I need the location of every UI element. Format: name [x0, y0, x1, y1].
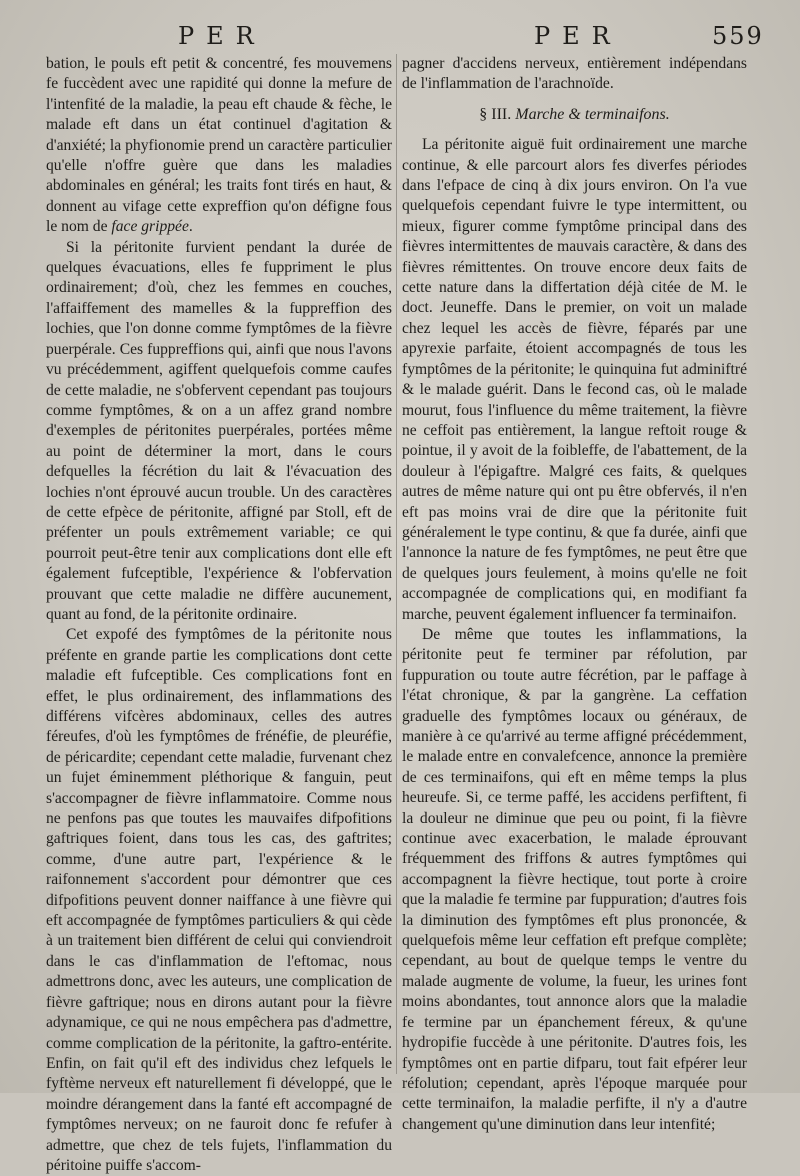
- paragraph: bation, le pouls eft petit & concentré, fes mouvemens fe fuccèdent avec une rapidité qui donne la mefure de l'intenfité de la maladie, la peau eft chaude & fèche, le malade eft dans un état continuel d'agitation & d'anxiété; la phyfionomie prend un caractère particulier qu'elle n'offre guère que dans les maladies abdominales en général; les traits font tirés en haut, & donnent au vifage cette expreffion qu'on défigne fous le nom de face grippée.: [46, 55, 392, 236]
- running-head-left: PER: [178, 22, 266, 50]
- right-column: [402, 54, 747, 1133]
- page-number: 559: [712, 22, 764, 50]
- running-head-right: PER: [534, 22, 622, 50]
- left-column: [46, 54, 392, 1174]
- paragraph: pagner d'accidens nerveux, entièrement indépendans de l'inflammation de l'arachnoïde.: [402, 55, 747, 93]
- paragraph: De même que toutes les inflammations, la péritonite peut fe terminer par réfolution, par fuppuration ou toute autre fécrétion, par le paffage à l'état chronique, & par la gangrène. La ceffation graduelle des fymptômes locaux ou généraux, de manière à ce qu'arrivé au terme affigné précédemment, le malade entre en convalefcence, annonce la première de ces terminaifons, qui eft en même temps la plus heureufe. Si, ce terme paffé, les accidens perfiftent, fi la douleur ne diminue que peu ou point, fi la fièvre continue avec exacerbation, le malade éprouvant fréquemment des friffons & autres fymptômes qui accompagnent la fièvre hectique, tout porte à croire que la maladie fe termine par fuppuration; d'autres fois la diminution des fymptômes eft plus prononcée, & quelquefois même leur ceffation eft prefque complète; cependant, au bout de quelque temps le ventre du malade augmente de volume, la fueur, les urines font moins abondantes, tout annonce alors que la maladie fe termine par un épanchement féreux, & qu'une hydropifie fuccède à une péritonite. D'autres fois, les fymptômes ont en partie difparu, tout fait efpérer leur réfolution; cependant, après l'époque marquée pour cette terminaifon, la maladie perfifte, il n'y a d'autre changement qu'une diminution dans leur intenfité;: [402, 625, 747, 1133]
- paragraph: Si la péritonite furvient pendant la durée de quelques évacuations, elles fe fuppriment le plus ordinairement; d'où, chez les femmes en couches, l'affaiffement des mamelles & la fuppreffion des lochies, que l'on donne comme fymptômes de la fièvre puerpérale. Ces fuppreffions qui, ainfi que nous l'avons vu précédemment, agiffent quelquefois comme caufes de cette maladie, ne s'obfervent cependant pas toujours comme fymptômes, & on a un affez grand nombre d'exemples de péritonites puerpérales, portées même au point de déterminer la mort, dans le cours defquelles la fécrétion du lait & l'évacuation des lochies n'ont éprouvé aucun trouble. Un des caractères de cette efpèce de péritonite, affigné par Stoll, eft de préfenter un pouls extrêmement variable; ce qui pourroit peut-être tenir aux complications dont elle eft également fufceptible, l'expérience & l'obfervation prouvant que cette maladie ne diffère aucunement, quant au fond, de la péritonite ordinaire.: [46, 238, 392, 623]
- paragraph: La péritonite aiguë fuit ordinairement une marche continue, & elle parcourt alors fes diverfes périodes dans l'efpace de cinq à dix jours environ. On l'a vue quelquefois cependant fuivre le type intermittent, ou mieux, figurer comme fymptôme principal dans des fièvres intermittentes de mauvais caractère, & dans des fièvres rémittentes. On trouve encore deux faits de cette nature dans la differtation déjà citée de M. le doct. Jeuneffe. Dans le premier, on voit un malade chez lequel les accès de fièvre, féparés par une apyrexie parfaite, étoient accompagnés de tous les fymptômes de la péritonite; le quinquina fut adminiftré & le malade guérit. Dans le fecond cas, où le malade mourut, fous l'influence du même traitement, la fièvre ne ceffoit pas entièrement, la langue reftoit rouge & pointue, il y avoit de la foibleffe, de l'abattement, de la douleur à l'épigaftre. Malgré ces faits, & quelques autres de même nature qui ont pu être obfervés, il n'en eft pas moins vrai de dire que la péritonite fuit généralement le type continu, & que fa durée, ainfi que l'annonce la nature de fes fymptômes, ne peut être que de quelques jours feulement, à moins qu'elle ne foit accompagnée de complications qui, en modifiant fa marche, peuvent également influencer fa terminaifon.: [402, 136, 747, 623]
- running-header: [0, 22, 800, 52]
- column-divider: [396, 54, 397, 1074]
- section-heading: § III. Marche & terminaifons.: [479, 105, 670, 123]
- emphasis: face grippée: [111, 218, 189, 236]
- paragraph: Cet expofé des fymptômes de la péritonite nous préfente en grande partie les complications dont cette maladie eft fufceptible. Ces complications font en effet, le plus ordinairement, des inflammations des différens vifcères abdominaux, celles des autres féreufes, d'où les fymptômes de frénéfie, de pleuréfie, de péricardite; cependant cette maladie, furvenant chez un fujet éminemment pléthorique & fanguin, peut s'accompagner de fièvre inflammatoire. Comme nous ne penfons pas que toutes les mauvaifes difpofitions gaftriques foient, dans tous les cas, des gaftrites; comme, d'une autre part, l'expérience & le raifonnement s'accordent pour démontrer que ces difpofitions peuvent donner naiffance à une fièvre qui eft accompagnée de fymptômes particuliers & qui cède à un traitement bien différent de celui qui conviendroit dans le cas d'inflammation de l'eftomac, nous admettrons donc, avec les auteurs, une complication de fièvre gaftrique; nous en dirons autant pour la fièvre adynamique, ce qui ne nous empêchera pas d'admettre, comme complication de la péritonite, la gaftro-entérite. Enfin, on fait qu'il eft des individus chez lefquels le fyftème nerveux eft naturellement fi développé, que le moindre dérangement dans la fanté eft accompagné de fymptômes nerveux; on ne fauroit donc fe refufer à admettre, que chez de tels fujets, l'inflammation du péritoine puiffe s'accom-: [46, 626, 392, 1174]
